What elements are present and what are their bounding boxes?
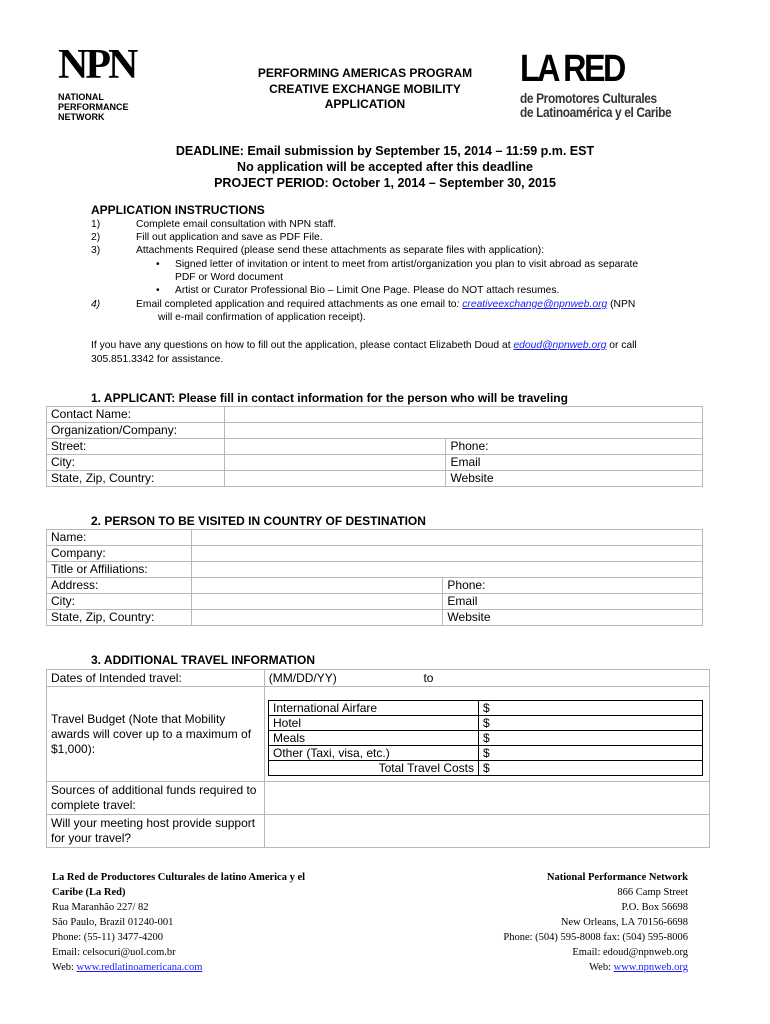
footer-web-label: Web:	[52, 962, 77, 973]
city-field[interactable]	[224, 455, 446, 471]
instruction-subitem: PDF or Word document	[175, 272, 283, 283]
footer-line: Email: celsocuri@uol.com.br	[52, 947, 176, 958]
footer-line	[52, 960, 392, 975]
instruction-item: Attachments Required (please send these attachments as separate files with application):	[136, 245, 545, 256]
state-zip-country-field[interactable]	[224, 471, 446, 487]
instruction-number: 2)	[91, 232, 101, 243]
table-row	[269, 746, 703, 761]
budget-label	[47, 687, 265, 782]
airfare-label: International Airfare	[269, 701, 479, 716]
footer-line	[430, 960, 688, 975]
instruction-number: 4)	[91, 299, 101, 310]
city-label: City:	[47, 594, 192, 610]
sources-field[interactable]	[264, 782, 709, 815]
organization-field[interactable]	[224, 423, 702, 439]
section-2-title: 2. PERSON TO BE VISITED IN COUNTRY OF DESTINATION	[91, 514, 426, 528]
street-label: Street:	[47, 439, 225, 455]
table-row	[47, 546, 703, 562]
email-label: Email	[443, 594, 703, 610]
footer-line: Caribe (La Red)	[52, 887, 126, 898]
other-costs-label: Other (Taxi, visa, etc.)	[269, 746, 479, 761]
name-label: Name:	[47, 530, 192, 546]
deadline-line: No application will be accepted after this deadline	[237, 160, 533, 174]
instruction-item	[136, 298, 635, 312]
name-field[interactable]	[191, 530, 702, 546]
instruction-number: 1)	[91, 219, 101, 230]
npn-logo-line: NETWORK	[58, 112, 105, 122]
table-row	[47, 670, 710, 687]
instruction-number: 3)	[91, 245, 101, 256]
lared-sub-line: de Latinoamérica y el Caribe	[520, 105, 672, 120]
address-field[interactable]	[191, 578, 442, 594]
creativeexchange-email-link[interactable]: creativeexchange@npnweb.org	[462, 299, 608, 310]
npn-logo-name	[58, 92, 158, 122]
host-support-label	[47, 815, 265, 848]
phone-label: Phone:	[443, 578, 703, 594]
title-affiliations-label: Title or Affiliations:	[47, 562, 192, 578]
footer-line: Rua Maranhão 227/ 82	[52, 902, 149, 913]
budget-label-text: Travel Budget (Note that Mobility awards will cover up to a maximum of $1,000):	[51, 711, 252, 756]
title-line: CREATIVE EXCHANGE MOBILITY	[269, 81, 461, 96]
npn-logo-line: NATIONAL	[58, 92, 104, 102]
questions-text: If you have any questions on how to fill out the application, please contact Elizabeth Doud at	[91, 340, 514, 351]
title-line: APPLICATION	[324, 97, 406, 111]
dates-to: to	[423, 670, 434, 685]
deadline-line: DEADLINE: Email submission by September 15, 2014 – 11:59 p.m. EST	[175, 144, 595, 158]
host-support-field[interactable]	[264, 815, 709, 848]
company-field[interactable]	[191, 546, 702, 562]
questions-text: or call	[606, 340, 637, 351]
footer-line: 866 Camp Street	[617, 887, 688, 898]
table-row	[47, 815, 710, 848]
airfare-field[interactable]: $	[479, 701, 703, 716]
instruction-text: (NPN	[607, 299, 636, 310]
table-row	[47, 407, 703, 423]
instruction-subitem: Signed letter of invitation or intent to meet from artist/organization you plan to visit abroad as separate	[175, 259, 639, 270]
table-row	[47, 782, 710, 815]
contact-name-label: Contact Name:	[47, 407, 225, 423]
lared-logo-sub	[520, 92, 687, 120]
table-row	[47, 610, 703, 626]
table-row	[47, 530, 703, 546]
table-row	[47, 562, 703, 578]
npn-logo-mark: NPN	[58, 42, 136, 88]
table-row	[47, 594, 703, 610]
state-zip-country-field[interactable]	[191, 610, 442, 626]
applicant-table	[46, 406, 703, 487]
lared-web-link[interactable]: www.redlatinoamericana.com	[76, 962, 203, 973]
state-zip-country-label: State, Zip, Country:	[47, 471, 225, 487]
hotel-label: Hotel	[269, 716, 479, 731]
lared-sub-line: de Promotores Culturales	[520, 91, 657, 106]
table-row	[47, 471, 703, 487]
footer-line: Phone: (55-11) 3477-4200	[52, 932, 164, 943]
lared-logo	[520, 50, 710, 120]
sources-label-text: Sources of additional funds required to complete travel:	[51, 783, 257, 812]
deadline-block	[100, 143, 670, 191]
footer-lared-address	[52, 870, 392, 975]
organization-label: Organization/Company:	[47, 423, 225, 439]
bullet: •	[156, 285, 160, 296]
table-row	[47, 455, 703, 471]
table-row	[269, 731, 703, 746]
total-costs-label: Total Travel Costs	[269, 761, 479, 776]
host-support-label-text: Will your meeting host provide support for your travel?	[51, 816, 256, 845]
instructions-heading: APPLICATION INSTRUCTIONS	[91, 203, 265, 217]
instruction-item: Fill out application and save as PDF File.	[136, 232, 323, 243]
bullet: •	[156, 259, 160, 270]
dates-label: Dates of Intended travel:	[47, 670, 265, 687]
instruction-text: Email completed application and required attachments as one email to	[136, 299, 457, 310]
meals-field[interactable]: $	[479, 731, 703, 746]
dates-format: (MM/DD/YY)	[268, 670, 337, 685]
footer-line: New Orleans, LA 70156-6698	[560, 917, 688, 928]
title-affiliations-field[interactable]	[191, 562, 702, 578]
project-period-line: PROJECT PERIOD: October 1, 2014 – September 30, 2015	[214, 176, 556, 190]
footer-line: Phone: (504) 595-8008 fax: (504) 595-8006	[503, 932, 688, 943]
hotel-field[interactable]: $	[479, 716, 703, 731]
table-row	[269, 761, 703, 776]
address-label: Address:	[47, 578, 192, 594]
npn-logo-line: PERFORMANCE	[58, 102, 129, 112]
footer-line: National Performance Network	[546, 872, 688, 883]
questions-paragraph	[91, 339, 701, 367]
table-row	[47, 423, 703, 439]
total-costs-field[interactable]: $	[479, 761, 703, 776]
footer-line: La Red de Productores Culturales de latino America y el	[52, 872, 306, 883]
website-label: Website	[443, 610, 703, 626]
footer-npn-address	[430, 870, 688, 975]
footer-line: São Paulo, Brazil 01240-001	[52, 917, 174, 928]
questions-line	[91, 339, 701, 353]
city-label: City:	[47, 455, 225, 471]
instruction-item: Complete email consultation with NPN staff.	[136, 219, 337, 230]
footer-line: P.O. Box 56698	[621, 902, 688, 913]
company-label: Company:	[47, 546, 192, 562]
npn-logo	[58, 44, 158, 122]
budget-table	[268, 700, 703, 776]
city-field[interactable]	[191, 594, 442, 610]
footer-web-label: Web:	[589, 962, 614, 973]
instruction-text: :	[456, 299, 463, 310]
website-label: Website	[446, 471, 703, 487]
person-visited-table	[46, 529, 703, 626]
meals-label: Meals	[269, 731, 479, 746]
email-label: Email	[446, 455, 703, 471]
contact-name-field[interactable]	[224, 407, 702, 423]
table-row	[269, 716, 703, 731]
street-field[interactable]	[224, 439, 446, 455]
sources-label	[47, 782, 265, 815]
section-1-title: 1. APPLICANT: Please fill in contact information for the person who will be traveling	[91, 391, 568, 405]
dates-field[interactable]	[264, 670, 709, 687]
state-zip-country-label: State, Zip, Country:	[47, 610, 192, 626]
footer-line: Email: edoud@npnweb.org	[572, 947, 688, 958]
table-row	[47, 578, 703, 594]
section-3-title: 3. ADDITIONAL TRAVEL INFORMATION	[91, 653, 315, 667]
table-row	[269, 701, 703, 716]
npn-web-link[interactable]: www.npnweb.org	[613, 962, 688, 973]
phone-label: Phone:	[446, 439, 703, 455]
table-row	[47, 439, 703, 455]
other-costs-field[interactable]: $	[479, 746, 703, 761]
lared-logo-mark: LA RED	[520, 48, 624, 90]
questions-line: 305.851.3342 for assistance.	[91, 354, 224, 365]
edoud-email-link[interactable]: edoud@npnweb.org	[513, 340, 607, 351]
page-title	[200, 66, 530, 113]
instruction-subitem: Artist or Curator Professional Bio – Limit One Page. Please do NOT attach resumes.	[175, 285, 560, 296]
instruction-item: will e-mail confirmation of application receipt).	[158, 312, 366, 323]
title-line: PERFORMING AMERICAS PROGRAM	[257, 66, 473, 80]
